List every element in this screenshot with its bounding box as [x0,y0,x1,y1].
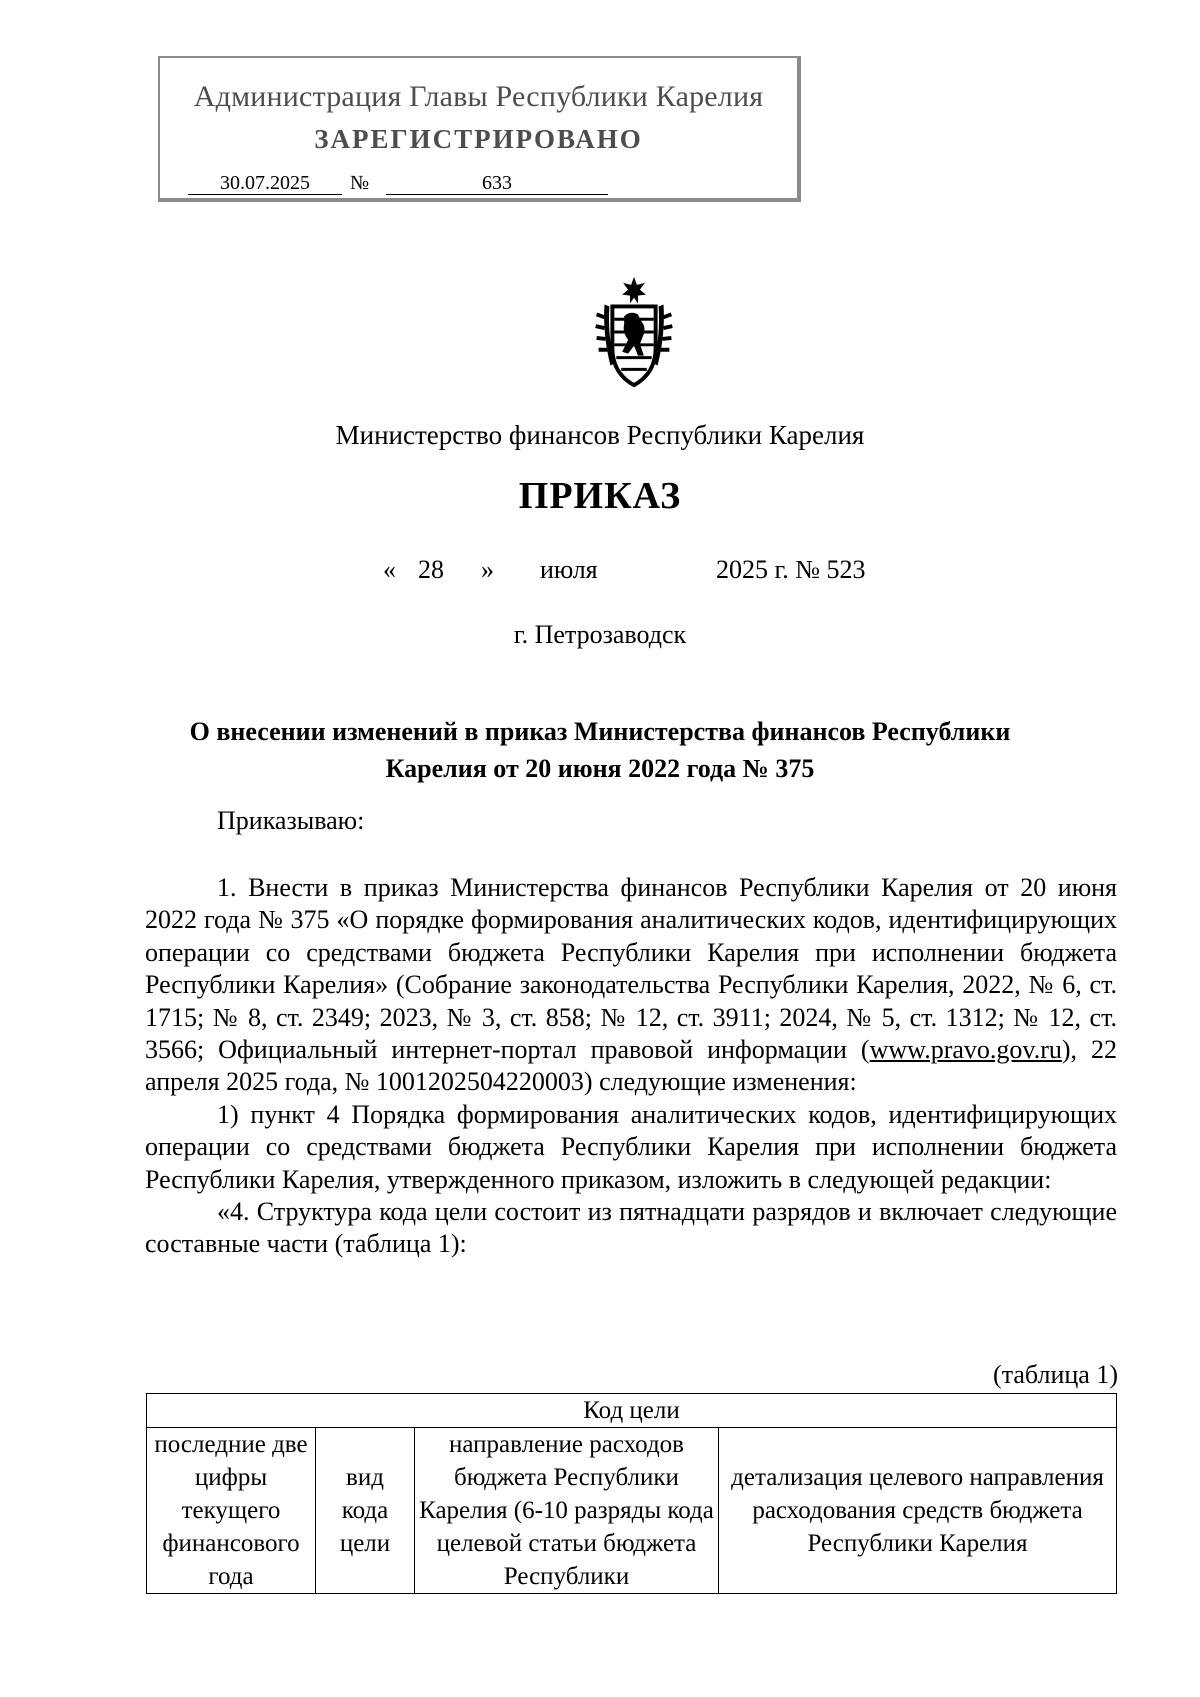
date-close-quote: » [481,555,494,584]
coat-of-arms-icon [575,275,693,393]
goal-code-table [146,1393,1117,1594]
stamp-date: 30.07.2025 [188,172,342,195]
date-year-and-number: 2025 г. № 523 [716,555,866,584]
date-day: 28 [418,555,444,584]
registration-stamp [158,56,801,202]
stamp-registered: ЗАРЕГИСТРИРОВАНО [314,124,643,154]
document-type-title: ПРИКАЗ [518,475,682,517]
table-column-expense-direction: направление расходов бюджета Республики Карелия (6-10 разряды кода целевой статьи бюджета Республики [415,1428,719,1594]
date-open-quote: « [383,555,396,584]
stamp-number: 633 [386,172,608,195]
paragraph-1-text-start: 1. Внести в приказ Министерства финансов Республики Карелия от 20 июня 2022 года № 375 «О порядке формирования аналитических кодов, идентифицирующих операции со средствами бюджета Республики Карелия при исполнении бюджета Республики Карелия» (Собрание законодательства Республики Карелия, 2022, № 6, ст. 1715; № 8, ст. 2349; 2023, № 3, ст. 858; № 12, ст. 3911; 2024, № 5, ст. 1312; № 12, ст. 3566; Официальный интернет-портал правовой информации ( [145,873,1117,1065]
table-column-detailing: детализация целевого направления расходования средств бюджета Республики Карелия [719,1428,1117,1594]
order-word: Приказываю: [217,806,365,835]
stamp-authority: Администрация Главы Республики Карелия [193,80,764,113]
pravo-gov-link[interactable]: www.pravo.gov.ru [869,1035,1062,1065]
subject-line-1: О внесении изменений в приказ Министерства финансов Республики [189,717,1011,746]
city: г. Петрозаводск [513,620,687,649]
document-subject [0,713,1200,787]
table-caption: (таблица 1) [993,1360,1118,1389]
paragraph-2: 1) пункт 4 Порядка формирования аналитических кодов, идентифицирующих операции со средствами бюджета Республики Карелия при исполнении бюджета Республики Карелия, утвержденного приказом, изложить в следующей редакции: [145,1099,1117,1194]
paragraph-1-text-end: ), 22 апреля 2025 года, № 1001202504220003) следующие изменения: [145,1035,1117,1097]
subject-line-2: Карелия от 20 июня 2022 года № 375 [385,754,815,783]
document-body [145,872,1117,1261]
order-date-row [0,555,1200,587]
paragraph-1 [145,872,1117,1099]
date-month: июля [540,555,598,584]
table-header-goal-code: Код цели [147,1394,1117,1428]
stamp-number-label: № [350,172,370,194]
table-column-goal-type: вид кода цели [316,1428,415,1594]
table-column-year: последние две цифры текущего финансового года [147,1428,316,1594]
ministry-name: Министерство финансов Республики Карелия [335,420,865,450]
paragraph-3: «4. Структура кода цели состоит из пятнадцати разрядов и включает следующие составные части (таблица 1): [145,1197,1117,1259]
